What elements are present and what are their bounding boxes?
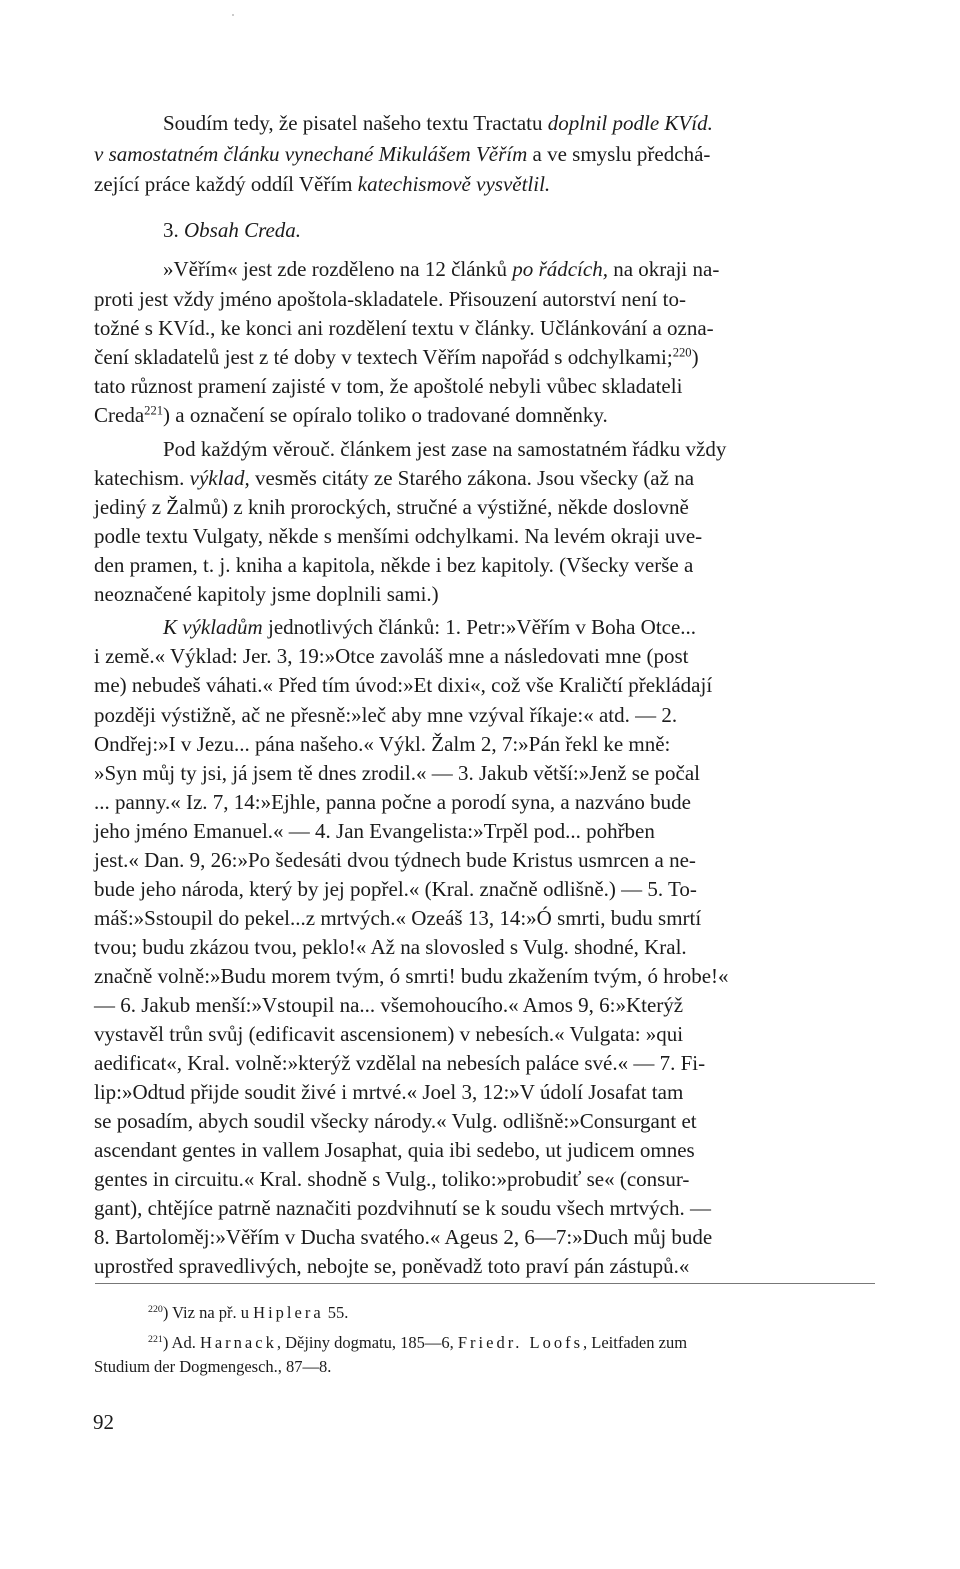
- text-line: — 6. Jakub menší:»Vstoupil na... všemohoucího.« Amos 9, 6:»Kterýž: [94, 993, 684, 1017]
- text-line: uprostřed spravedlivých, nebojte se, poněvadž toto praví pán zástupů.«: [94, 1254, 690, 1278]
- text-line: tvou; budu zkázou tvou, peklo!« Až na slovosled s Vulg. shodné, Kral.: [94, 935, 687, 959]
- text-line: se posadím, abych soudil všecky národy.« Vulg. odlišně:»Consurgant et: [94, 1109, 697, 1133]
- text-line: K výkladům jednotlivých článků: 1. Petr:»Věřím v Boha Otce...: [163, 615, 697, 639]
- text-line: podle textu Vulgaty, někde s menšími odchylkami. Na levém okraji uve-: [94, 524, 703, 548]
- footnote-line: $^{220}$) Viz na př. u Hiplera 55.: [148, 1303, 349, 1322]
- paper-speck: [232, 14, 234, 16]
- text-line: značně volně:»Budu morem tvým, ó smrti! budu zkažením tvým, ó hrobe!«: [94, 964, 729, 988]
- text-line: den pramen, t. j. kniha a kapitola, někde i bez kapitoly. (Všecky verše a: [94, 553, 694, 577]
- text-line: gentes in circuitu.« Kral. shodně s Vulg., toliko:»probudiť se« (consur-: [94, 1167, 690, 1191]
- page-number: 92: [93, 1410, 114, 1434]
- text-line: gant), chtějíce patrně naznačiti pozdvihnutí se k soudu všech mrtvých. —: [94, 1196, 711, 1220]
- footnote-line: Studium der Dogmengesch., 87—8.: [94, 1357, 332, 1376]
- text-line: bude jeho národa, který by jej popřel.« (Kral. značně odlišně.) — 5. To-: [94, 877, 697, 901]
- text-line: zející práce každý oddíl Věřím katechismově vysvětlil.: [94, 172, 551, 196]
- text-line: Creda$^{221}$) a označení se opíralo toliko o tradované domněnky.: [94, 403, 608, 427]
- text-line: jeho jméno Emanuel.« — 4. Jan Evangelista:»Trpěl pod... pohřben: [94, 819, 655, 843]
- text-line: Pod každým věrouč. článkem jest zase na samostatném řádku vždy: [163, 437, 727, 461]
- text-line: ascendant gentes in vallem Josaphat, quia ibi sedebo, ut judicem omnes: [94, 1138, 695, 1162]
- footnote-separator: [95, 1283, 875, 1284]
- text-line: »Věřím« jest zde rozděleno na 12 článků po řádcích, na okraji na-: [163, 257, 720, 281]
- text-line: me) nebudeš váhati.« Před tím úvod:»Et dixi«, což vše Kraličtí překládají: [94, 673, 713, 697]
- text-line: i země.« Výklad: Jer. 3, 19:»Otce zavoláš mne a následovati mne (post: [94, 644, 689, 668]
- text-line: 3. Obsah Creda.: [163, 218, 302, 242]
- text-line: Soudím tedy, že pisatel našeho textu Tractatu doplnil podle KVíd.: [163, 111, 713, 135]
- text-line: tožné s KVíd., ke konci ani rozdělení textu v články. Učlánkování a ozna-: [94, 316, 714, 340]
- text-line: katechism. výklad, vesměs citáty ze Starého zákona. Jsou všecky (až na: [94, 466, 695, 490]
- text-line: Ondřej:»I v Jezu... pána našeho.« Výkl. Žalm 2, 7:»Pán řekl ke mně:: [94, 732, 671, 756]
- footnote-line: $^{221}$) Ad. Harnack, Dějiny dogmatu, 185—6, Friedr. Loofs, Leitfaden zum: [148, 1333, 688, 1352]
- text-line: vystavěl trůn svůj (edificavit ascensionem) v nebesích.« Vulgata: »qui: [94, 1022, 684, 1046]
- text-line: lip:»Odtud přijde soudit živé i mrtvé.« Joel 3, 12:»V údolí Josafat tam: [94, 1080, 684, 1104]
- text-line: proti jest vždy jméno apoštola-skladatele. Přisouzení autorství není to-: [94, 287, 686, 311]
- text-line: »Syn můj ty jsi, já jsem tě dnes zrodil.« — 3. Jakub větší:»Jenž se počal: [94, 761, 700, 785]
- text-line: tato různost pramení zajisté v tom, že apoštolé nebyli vůbec skladateli: [94, 374, 683, 398]
- text-line: neoznačené kapitoly jsme doplnili sami.): [94, 582, 439, 606]
- text-line: jediný z Žalmů) z knih prorockých, stručné a výstižné, někde doslovně: [94, 495, 689, 519]
- text-line: máš:»Sstoupil do pekel...z mrtvých.« Ozeáš 13, 14:»Ó smrti, budu smrtí: [94, 906, 702, 930]
- text-line: v samostatném článku vynechané Mikulášem Věřím a ve smyslu předchá-: [94, 142, 711, 166]
- text-line: 8. Bartoloměj:»Věřím v Ducha svatého.« Ageus 2, 6—7:»Duch můj bude: [94, 1225, 713, 1249]
- text-line: jest.« Dan. 9, 26:»Po šedesáti dvou týdnech bude Kristus usmrcen a ne-: [94, 848, 696, 872]
- text-line: čení skladatelů jest z té doby v textech Věřím napořád s odchylkami;$^{220}$): [94, 345, 699, 369]
- text-line: později výstižně, ač ne přesně:»leč aby mne vzýval říkaje:« atd. — 2.: [94, 703, 678, 727]
- text-line: ... panny.« Iz. 7, 14:»Ejhle, panna počne a porodí syna, a nazváno bude: [94, 790, 691, 814]
- text-line: aedificat«, Kral. volně:»kterýž vzdělal na nebesích paláce své.« — 7. Fi-: [94, 1051, 706, 1075]
